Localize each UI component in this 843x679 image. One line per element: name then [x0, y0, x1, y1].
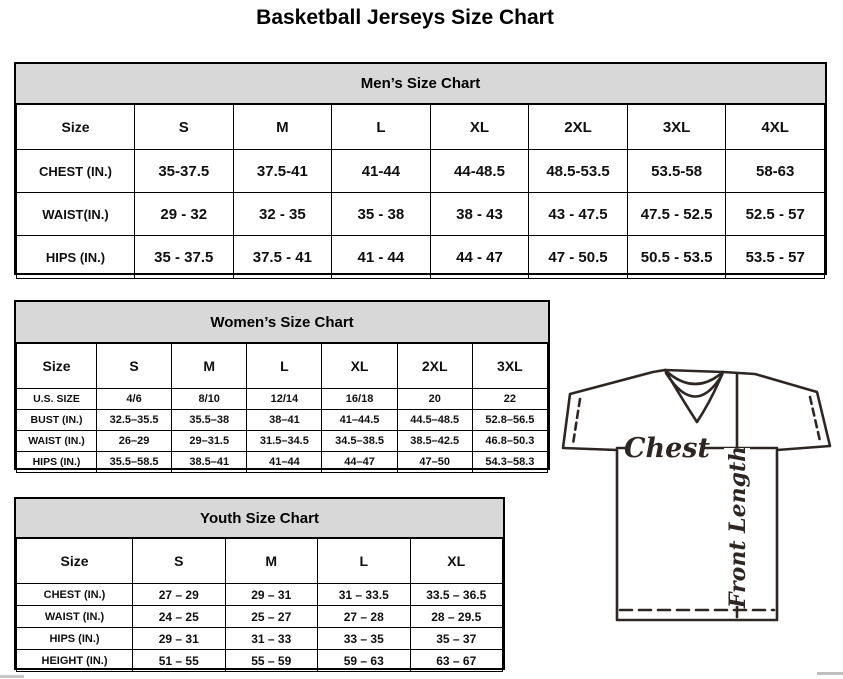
value-cell: 31.5–34.5	[247, 431, 322, 452]
value-cell: 44–47	[322, 452, 397, 473]
table-row	[17, 452, 548, 473]
row-label-cell: HIPS (IN.)	[17, 236, 135, 279]
value-cell: 32 - 35	[233, 193, 332, 236]
value-cell: 24 – 25	[133, 606, 226, 628]
row-label-cell: WAIST (IN.)	[17, 606, 133, 628]
bottom-left-artifact	[0, 675, 24, 678]
header-cell: S	[135, 105, 234, 150]
value-cell: 22	[472, 389, 547, 410]
value-cell: 51 – 55	[133, 650, 226, 672]
value-cell: 48.5-53.5	[529, 150, 628, 193]
header-cell: Size	[17, 539, 133, 584]
value-cell: 29 – 31	[225, 584, 318, 606]
header-cell: 2XL	[397, 344, 472, 389]
value-cell: 35.5–38	[172, 410, 247, 431]
value-cell: 46.8–50.3	[472, 431, 547, 452]
womens-chart-title: Women’s Size Chart	[16, 302, 548, 343]
value-cell: 26–29	[97, 431, 172, 452]
table-row	[17, 584, 503, 606]
value-cell: 53.5-58	[627, 150, 726, 193]
value-cell: 25 – 27	[225, 606, 318, 628]
womens-size-table	[16, 343, 548, 473]
front-length-label: Front Length	[725, 445, 751, 609]
collar-band	[665, 370, 723, 372]
value-cell: 41-44	[332, 150, 431, 193]
value-cell: 27 – 28	[318, 606, 411, 628]
youth-chart-title: Youth Size Chart	[16, 499, 503, 538]
header-cell: M	[225, 539, 318, 584]
value-cell: 41 - 44	[332, 236, 431, 279]
table-row	[17, 389, 548, 410]
value-cell: 58-63	[726, 150, 825, 193]
row-label-cell: WAIST(IN.)	[17, 193, 135, 236]
row-label-cell: WAIST (IN.)	[17, 431, 97, 452]
table-row	[17, 606, 503, 628]
header-cell: Size	[17, 105, 135, 150]
value-cell: 47 - 50.5	[529, 236, 628, 279]
header-cell: S	[133, 539, 226, 584]
value-cell: 44 - 47	[430, 236, 529, 279]
value-cell: 20	[397, 389, 472, 410]
row-label-cell: HEIGHT (IN.)	[17, 650, 133, 672]
page-title: Basketball Jerseys Size Chart	[256, 6, 554, 29]
value-cell: 35 – 37	[410, 628, 503, 650]
value-cell: 55 – 59	[225, 650, 318, 672]
value-cell: 33.5 – 36.5	[410, 584, 503, 606]
value-cell: 37.5-41	[233, 150, 332, 193]
jersey-outline	[563, 370, 830, 620]
header-cell: XL	[430, 105, 529, 150]
value-cell: 41–44.5	[322, 410, 397, 431]
row-label-cell: U.S. SIZE	[17, 389, 97, 410]
value-cell: 53.5 - 57	[726, 236, 825, 279]
header-cell: L	[247, 344, 322, 389]
value-cell: 16/18	[322, 389, 397, 410]
youth-size-table	[16, 538, 503, 672]
table-row	[17, 628, 503, 650]
value-cell: 8/10	[172, 389, 247, 410]
header-cell: M	[172, 344, 247, 389]
value-cell: 38 - 43	[430, 193, 529, 236]
header-cell: 4XL	[726, 105, 825, 150]
header-cell: Size	[17, 344, 97, 389]
value-cell: 28 – 29.5	[410, 606, 503, 628]
header-cell: 2XL	[529, 105, 628, 150]
value-cell: 35 - 37.5	[135, 236, 234, 279]
row-label-cell: CHEST (IN.)	[17, 150, 135, 193]
table-row	[17, 431, 548, 452]
value-cell: 32.5–35.5	[97, 410, 172, 431]
table-row	[17, 410, 548, 431]
mens-size-table	[16, 104, 825, 279]
header-cell: XL	[322, 344, 397, 389]
mens-size-chart	[14, 62, 827, 275]
value-cell: 35.5–58.5	[97, 452, 172, 473]
value-cell: 31 – 33.5	[318, 584, 411, 606]
value-cell: 34.5–38.5	[322, 431, 397, 452]
youth-header-row	[17, 539, 503, 584]
value-cell: 43 - 47.5	[529, 193, 628, 236]
youth-size-chart	[14, 497, 505, 670]
value-cell: 29 - 32	[135, 193, 234, 236]
value-cell: 52.8–56.5	[472, 410, 547, 431]
value-cell: 38.5–42.5	[397, 431, 472, 452]
value-cell: 47.5 - 52.5	[627, 193, 726, 236]
value-cell: 54.3–58.3	[472, 452, 547, 473]
bottom-right-artifact	[817, 672, 843, 675]
value-cell: 63 – 67	[410, 650, 503, 672]
table-row	[17, 236, 825, 279]
value-cell: 59 – 63	[318, 650, 411, 672]
header-cell: L	[318, 539, 411, 584]
jersey-measurement-diagram	[556, 360, 836, 628]
value-cell: 35 - 38	[332, 193, 431, 236]
value-cell: 29 – 31	[133, 628, 226, 650]
womens-size-chart	[14, 300, 550, 470]
value-cell: 33 – 35	[318, 628, 411, 650]
value-cell: 35-37.5	[135, 150, 234, 193]
chest-label: Chest	[624, 433, 710, 464]
value-cell: 52.5 - 57	[726, 193, 825, 236]
row-label-cell: HIPS (IN.)	[17, 452, 97, 473]
value-cell: 37.5 - 41	[233, 236, 332, 279]
womens-header-row	[17, 344, 548, 389]
value-cell: 50.5 - 53.5	[627, 236, 726, 279]
value-cell: 41–44	[247, 452, 322, 473]
value-cell: 12/14	[247, 389, 322, 410]
value-cell: 38–41	[247, 410, 322, 431]
value-cell: 44-48.5	[430, 150, 529, 193]
table-row	[17, 193, 825, 236]
header-cell: 3XL	[472, 344, 547, 389]
header-cell: 3XL	[627, 105, 726, 150]
mens-chart-title: Men’s Size Chart	[16, 64, 825, 104]
value-cell: 29–31.5	[172, 431, 247, 452]
header-cell: L	[332, 105, 431, 150]
value-cell: 27 – 29	[133, 584, 226, 606]
row-label-cell: CHEST (IN.)	[17, 584, 133, 606]
value-cell: 31 – 33	[225, 628, 318, 650]
row-label-cell: BUST (IN.)	[17, 410, 97, 431]
row-label-cell: HIPS (IN.)	[17, 628, 133, 650]
table-row	[17, 650, 503, 672]
value-cell: 47–50	[397, 452, 472, 473]
table-row	[17, 150, 825, 193]
value-cell: 38.5–41	[172, 452, 247, 473]
value-cell: 4/6	[97, 389, 172, 410]
header-cell: XL	[410, 539, 503, 584]
header-cell: M	[233, 105, 332, 150]
value-cell: 44.5–48.5	[397, 410, 472, 431]
mens-header-row	[17, 105, 825, 150]
header-cell: S	[97, 344, 172, 389]
